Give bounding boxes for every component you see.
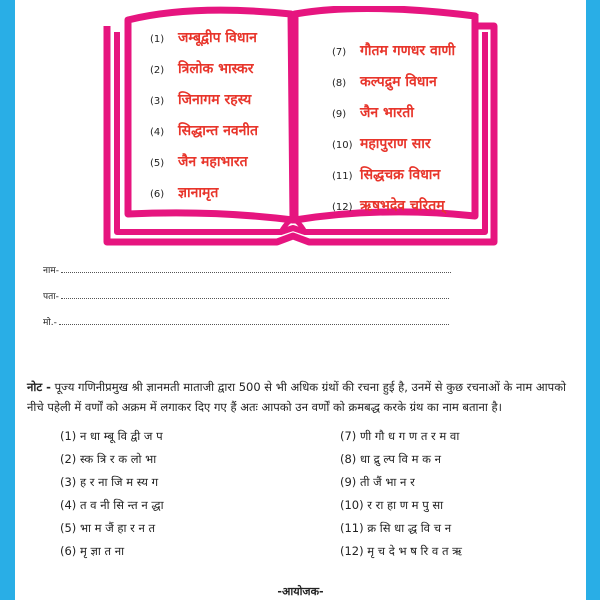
list-item: (12) ऋषभदेव चरितम् — [332, 198, 445, 214]
list-item: (4) सिद्धान्त नवनीत — [150, 123, 258, 139]
list-item: (6) ज्ञानामृत — [150, 185, 219, 201]
puzzle-item: (9) ती जैं भा न र — [340, 475, 415, 489]
list-item: (2) त्रिलोक भास्कर — [150, 61, 254, 77]
mobile-field[interactable] — [43, 315, 449, 328]
list-item: (9) जैन भारती — [332, 105, 414, 121]
mobile-line[interactable] — [59, 316, 449, 325]
puzzle-item: (7) णी गौ ध ग ण त र म वा — [340, 429, 460, 443]
puzzle-item: (3) ह र ना जि म स्य ग — [60, 475, 159, 489]
list-item: (3) जिनागम रहस्य — [150, 92, 252, 108]
list-item: (10) महापुराण सार — [332, 136, 431, 152]
list-item: (1) जम्बूद्वीप विधान — [150, 30, 257, 46]
puzzle-item: (4) त व नी सि न्त न द्धा — [60, 498, 164, 512]
puzzle-item: (12) मृ च दे भ ष रि व त ऋ — [340, 544, 462, 558]
address-label: पता- — [43, 292, 59, 302]
address-line[interactable] — [61, 290, 449, 299]
puzzle-item: (1) न धा म्बू वि द्वी ज प — [60, 429, 163, 443]
puzzle-item: (6) मृ ज्ञा त ना — [60, 544, 125, 558]
list-item: (5) जैन महाभारत — [150, 154, 248, 170]
name-field[interactable] — [43, 263, 451, 276]
note-text: पूज्य गणिनीप्रमुख श्री ज्ञानमती माताजी द्वारा 500 से भी अधिक ग्रंथों की रचना हुई है, उनमें से कुछ रचनाओं के नाम आपको नीचे पहेली में वर्णों को अक्रम में लगाकर दिए गए हैं अतः आपको उन वर्णों को क्रमबद्ध करके ग्रंथ का नाम बताना है। — [27, 380, 567, 414]
puzzle-item: (11) क्र सि धा द्ध वि च न — [340, 521, 452, 535]
mobile-label: मो.- — [43, 318, 57, 328]
puzzle-item: (10) र रा हा ण म पु सा — [340, 498, 444, 512]
name-label: नाम- — [43, 266, 59, 276]
list-item: (11) सिद्धचक्र विधान — [332, 167, 441, 183]
list-item: (7) गौतम गणधर वाणी — [332, 43, 456, 59]
puzzle-item: (2) स्क त्रि र क लो भा — [60, 452, 157, 466]
list-item: (8) कल्पद्रुम विधान — [332, 74, 437, 90]
puzzle-item: (5) भा म जैं हा र न त — [60, 521, 156, 535]
open-book-illustration — [103, 6, 498, 246]
note-label: नोट - — [27, 380, 51, 394]
address-field[interactable] — [43, 289, 449, 302]
instructions-note — [27, 377, 575, 417]
puzzle-sheet — [15, 0, 586, 600]
organizer-footer: -आयोजक- — [277, 585, 324, 598]
name-line[interactable] — [61, 264, 451, 273]
puzzle-item: (8) धा द्रु ल्प वि म क न — [340, 452, 441, 466]
